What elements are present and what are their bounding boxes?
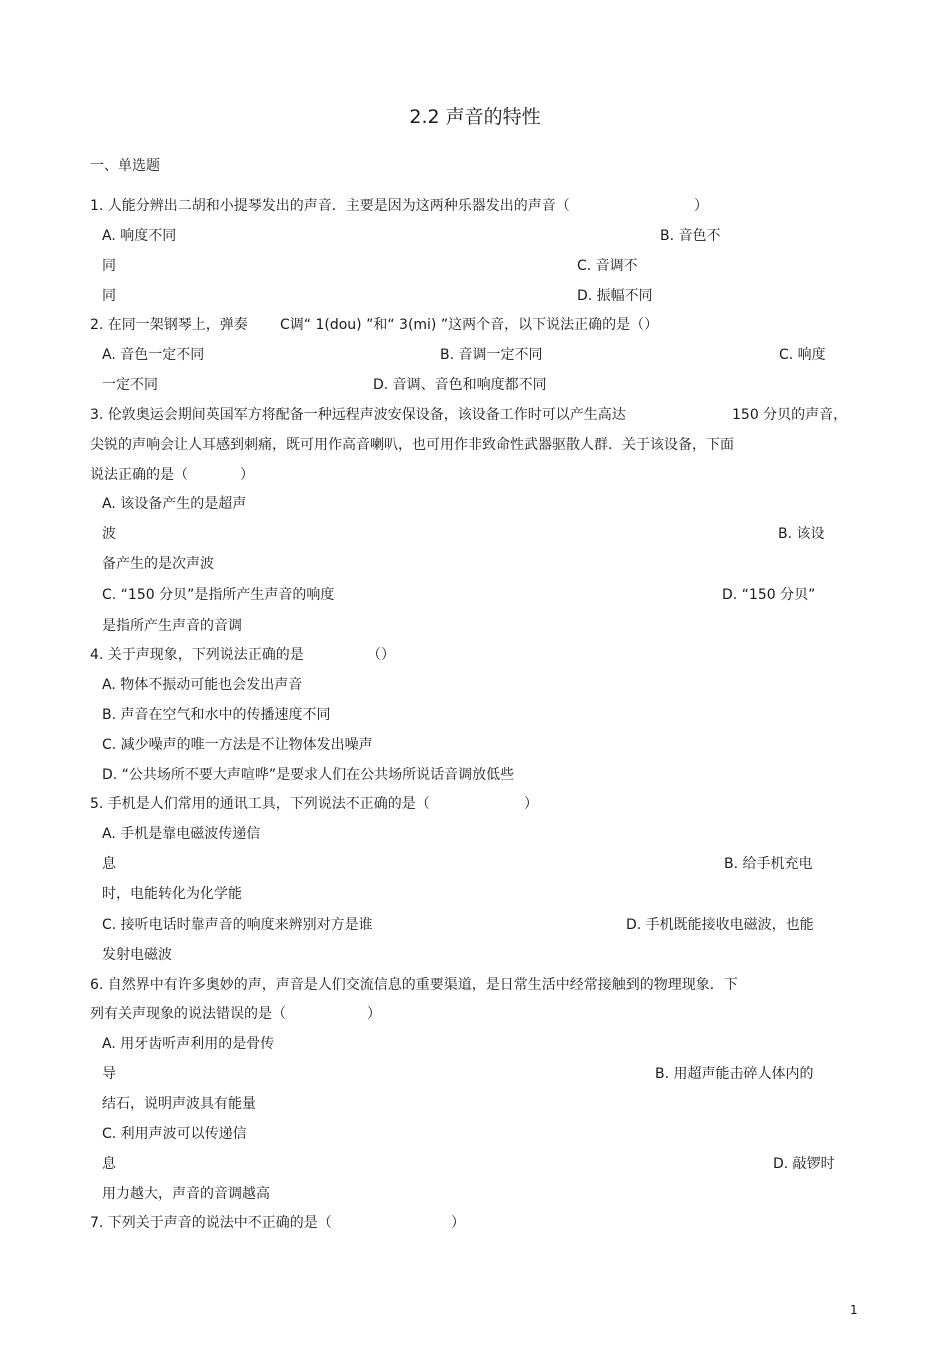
page-number: 1 <box>850 1303 858 1317</box>
text-line: D. 手机既能接收电磁波，也能 <box>626 917 814 933</box>
text-line: B. 给手机充电 <box>724 856 813 872</box>
text-line: 发射电磁波 <box>102 947 172 963</box>
text-line: B. 音色不 <box>660 228 721 244</box>
text-line: ） <box>451 1215 465 1231</box>
text-line: C. 减少噪声的唯一方法是不让物体发出噪声 <box>102 737 373 753</box>
page-title: 2.2 声音的特性 <box>409 106 541 128</box>
text-line: 150 分贝的声音， <box>732 407 848 423</box>
text-line: D. 敲锣时 <box>773 1156 835 1172</box>
text-line: （） <box>367 647 395 663</box>
text-line: D. “公共场所不要大声喧哗”是要求人们在公共场所说话音调放低些 <box>102 767 515 783</box>
text-line: 2. 在同一架钢琴上，弹奏 <box>90 317 248 333</box>
text-line: C. 利用声波可以传递信 <box>102 1126 247 1142</box>
text-line: C. “150 分贝”是指所产生声音的响度 <box>102 587 335 603</box>
text-line: 7. 下列关于声音的说法中不正确的是（ <box>90 1215 332 1231</box>
text-line: 息 <box>102 1156 116 1172</box>
text-line: 6. 自然界中有许多奥妙的声，声音是人们交流信息的重要渠道，是日常生活中经常接触到的物理现象．下 <box>90 977 738 993</box>
text-line: 导 <box>102 1066 116 1082</box>
text-line: 同 <box>102 288 116 304</box>
text-line: 备产生的是次声波 <box>102 556 214 572</box>
text-line: 是指所产生声音的音调 <box>102 618 242 634</box>
text-line: 4. 关于声现象，下列说法正确的是 <box>90 647 304 663</box>
text-line: C. 接听电话时靠声音的响度来辨别对方是谁 <box>102 917 373 933</box>
text-line: ） <box>367 1006 381 1022</box>
text-line: 波 <box>102 526 116 542</box>
text-line: 3. 伦敦奥运会期间英国军方将配备一种远程声波安保设备，该设备工作时可以产生高达 <box>90 407 626 423</box>
text-line: B. 该设 <box>778 526 825 542</box>
text-line: A. 用牙齿听声利用的是骨传 <box>102 1036 275 1052</box>
text-line: A. 响度不同 <box>102 228 177 244</box>
text-line: B. 音调一定不同 <box>440 347 543 363</box>
text-line: D. 振幅不同 <box>577 288 653 304</box>
text-line: 时，电能转化为化学能 <box>102 886 242 902</box>
text-line: ） <box>524 796 538 812</box>
text-line: 息 <box>102 856 116 872</box>
text-line: A. 该设备产生的是超声 <box>102 496 247 512</box>
text-line: D. 音调、音色和响度都不同 <box>373 377 547 393</box>
text-line: A. 物体不振动可能也会发出声音 <box>102 677 303 693</box>
text-line: 尖锐的声响会让人耳感到刺痛，既可用作高音喇叭，也可用作非致命性武器驱散人群．关于该设备，下面 <box>90 437 734 453</box>
text-line: 同 <box>102 258 116 274</box>
text-line: D. “150 分贝” <box>722 587 816 603</box>
text-line: C. 音调不 <box>577 258 638 274</box>
text-line: C调“ 1(dou) ”和“ 3(mi) ”这两个音，以下说法正确的是（） <box>280 317 659 333</box>
text-line: A. 手机是靠电磁波传递信 <box>102 826 261 842</box>
text-line: 结石，说明声波具有能量 <box>102 1096 256 1112</box>
text-line: B. 声音在空气和水中的传播速度不同 <box>102 707 331 723</box>
text-line: ） <box>240 467 254 483</box>
text-line: 5. 手机是人们常用的通讯工具，下列说法不正确的是（ <box>90 796 430 812</box>
text-line: C. 响度 <box>779 347 826 363</box>
text-line: 一定不同 <box>102 377 158 393</box>
text-line: ） <box>694 198 708 214</box>
text-line: 用力越大，声音的音调越高 <box>102 1186 270 1202</box>
text-line: B. 用超声能击碎人体内的 <box>655 1066 814 1082</box>
text-line: 1. 人能分辨出二胡和小提琴发出的声音．主要是因为这两种乐器发出的声音（ <box>90 198 570 214</box>
section-heading: 一、单选题 <box>90 158 160 174</box>
text-line: A. 音色一定不同 <box>102 347 205 363</box>
text-line: 列有关声现象的说法错误的是（ <box>90 1006 286 1022</box>
text-line: 说法正确的是（ <box>90 467 188 483</box>
